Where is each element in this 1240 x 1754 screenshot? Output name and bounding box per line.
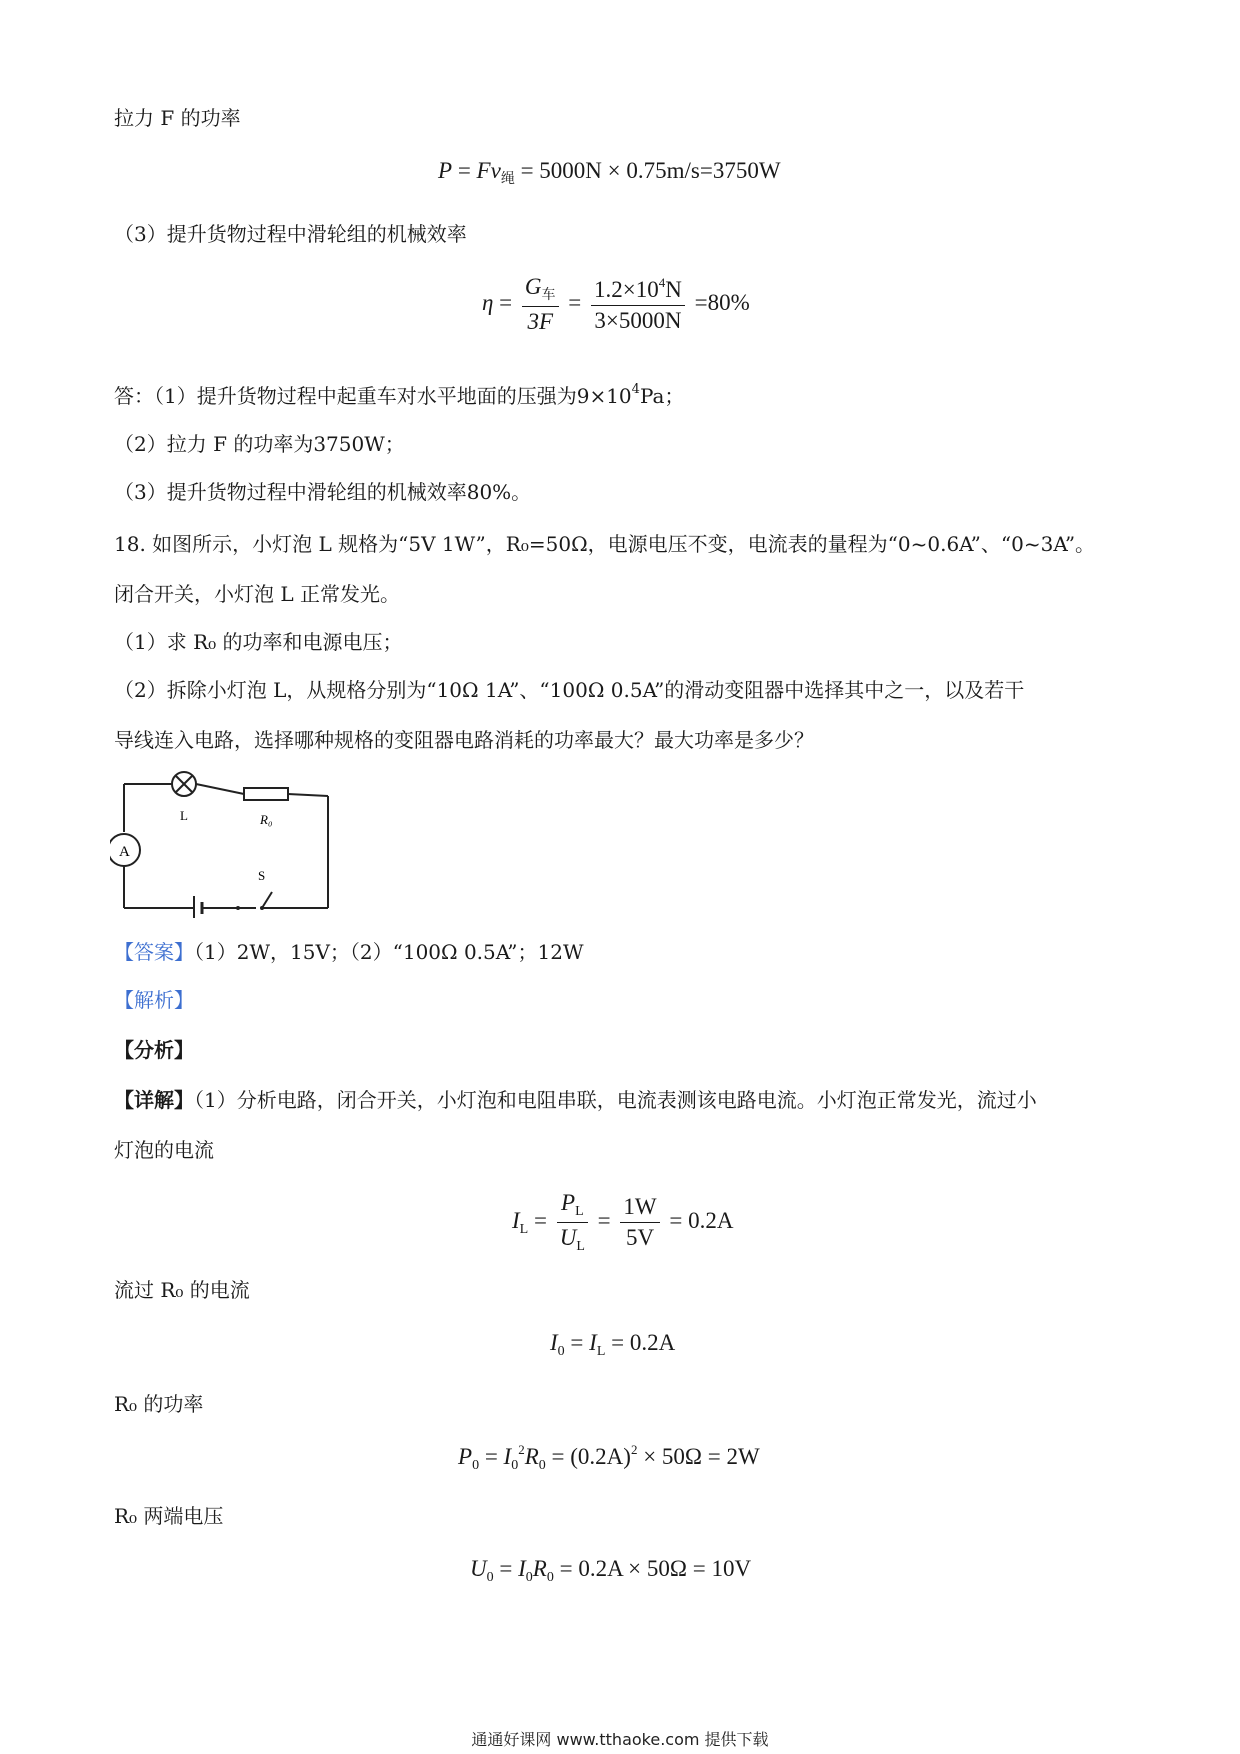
answer-tag: 【答案】 bbox=[114, 940, 194, 964]
eq-eta-result: =80% bbox=[694, 289, 750, 315]
question-18-part-2a: （2）拆除小灯泡 L，从规格分别为“10Ω 1A”、“100Ω 0.5A”的滑动变阻器中选择其中之一，以及若干 bbox=[114, 678, 1025, 702]
eq-frac-g: $\frac{G_车}{3F}$ bbox=[522, 274, 559, 335]
equation-i0: $I_0 = I_L = 0.2A$ bbox=[550, 1330, 676, 1359]
answer-text: （1）2W，15V；（2）“100Ω 0.5A”；12W bbox=[194, 940, 584, 964]
question-18-line-1: 18. 如图所示，小灯泡 L 规格为“5V 1W”，R₀=50Ω，电源电压不变，电流表的量程为“0~0.6A”、“0~3A”。 bbox=[114, 532, 1096, 556]
question-18-line-2: 闭合开关，小灯泡 L 正常发光。 bbox=[114, 582, 400, 606]
answer-line-3: （3）提升货物过程中滑轮组的机械效率80%。 bbox=[114, 480, 532, 504]
equation-efficiency: η = $\frac{G_车}{3F}$ = $\frac{1.2\times 10^4N}{3\times 5000N}$ =80% bbox=[482, 274, 750, 334]
question-3-label: （3）提升货物过程中滑轮组的机械效率 bbox=[114, 222, 467, 246]
eq-power-rhs: = 5000N × 0.75m/s=3750W bbox=[514, 158, 781, 183]
equation-power: $P = Fv_绳 = 5000N \times 0.75m/s=3750W$ bbox=[438, 158, 781, 187]
question-18-part-1: （1）求 R₀ 的功率和电源电压； bbox=[114, 630, 403, 654]
switch-label: S bbox=[258, 868, 266, 883]
answer-line-2: （2）拉力 F 的功率为3750W； bbox=[114, 432, 405, 456]
eq-p: P bbox=[438, 158, 453, 183]
detail-line-1: 【详解】（1）分析电路，闭合开关，小灯泡和电阻串联，电流表测该电路电流。小灯泡正常发光，流过小 bbox=[114, 1088, 1037, 1112]
eq-frac-values-il: $\frac{1W}{5V}$ bbox=[620, 1194, 659, 1251]
ammeter-label: A bbox=[119, 844, 130, 860]
fenxi-tag: 【分析】 bbox=[114, 1038, 194, 1062]
resistor-label: R₀ bbox=[260, 812, 273, 827]
eq-fv: Fv bbox=[476, 158, 501, 183]
detail-line-2: 灯泡的电流 bbox=[114, 1138, 214, 1162]
equation-u0: $U_0 = I_0R_0 = 0.2A \times 50\Omega = 10V$ bbox=[470, 1556, 752, 1585]
section-label-i0: 流过 R₀ 的电流 bbox=[114, 1278, 250, 1302]
eq-frac-values: $\frac{1.2\times 10^4N}{3\times 5000N}$ bbox=[591, 275, 685, 334]
detail-tag: 【详解】 bbox=[114, 1088, 194, 1112]
section-label-power: 拉力 F 的功率 bbox=[114, 106, 241, 130]
eq-frac-pu: $\frac{P_L}{U_L}$ bbox=[557, 1190, 588, 1255]
wire-top-mid bbox=[196, 784, 244, 794]
answer-line-1: 答：（1）提升货物过程中起重车对水平地面的压强为$9\times 10^4Pa$； bbox=[114, 382, 685, 408]
wire-top-right bbox=[288, 794, 328, 796]
question-18-part-2b: 导线连入电路，选择哪种规格的变阻器电路消耗的功率最大？最大功率是多少？ bbox=[114, 728, 814, 752]
eq-rope-sub: 绳 bbox=[500, 172, 515, 187]
footer-source: 通通好课网 www.tthaoke.com 提供下载 bbox=[471, 1730, 769, 1749]
resistor-icon bbox=[244, 788, 288, 800]
switch-icon bbox=[262, 892, 272, 908]
analysis-tag: 【解析】 bbox=[114, 988, 194, 1012]
eq-eta: η bbox=[482, 289, 494, 315]
equation-p0: $P_0 = I_0^2R_0 = (0.2A)^2 \times 50\Omega = 2W$ bbox=[458, 1442, 760, 1473]
lamp-label: L bbox=[180, 808, 188, 823]
equation-il: $I_L$ = $\frac{P_L}{U_L}$ = $\frac{1W}{5V}$ = 0.2A bbox=[512, 1190, 734, 1254]
circuit-diagram bbox=[110, 768, 340, 918]
section-label-p0: R₀ 的功率 bbox=[114, 1392, 204, 1416]
answer-line bbox=[114, 938, 584, 966]
section-label-u0: R₀ 两端电压 bbox=[114, 1504, 224, 1528]
